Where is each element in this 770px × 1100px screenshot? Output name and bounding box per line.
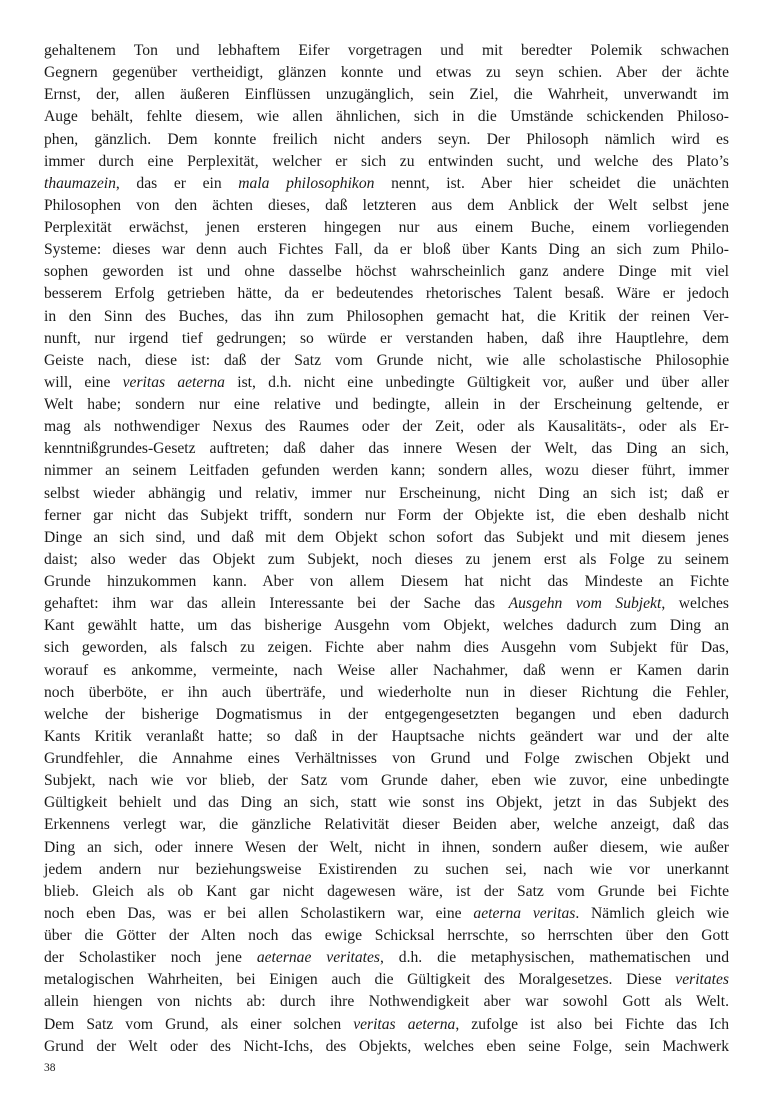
text-segment: allein hiengen von nichts ab: durch ihre Nothwendigkeit aber war sowohl Gott als Welt. — [44, 993, 729, 1011]
text-line — [44, 151, 729, 173]
text-segment: über die Götter der Alten noch das ewige Schicksal herrschte, so herrschten über den Gott — [44, 927, 729, 944]
italic-text-segment: thaumazein — [44, 174, 116, 192]
text-line — [44, 792, 729, 814]
text-line — [44, 239, 729, 261]
text-line — [44, 460, 729, 482]
text-segment: der Scholastiker noch jene — [44, 949, 257, 967]
text-segment: , zufolge ist also bei Fichte das Ich — [455, 1015, 729, 1033]
text-segment: immer durch eine Perplexität, welcher er sich zu entwinden sucht, und welche des Plato’s — [44, 152, 729, 170]
text-line — [44, 682, 729, 704]
text-segment: , d.h. die metaphysischen, mathematischen und — [380, 949, 730, 967]
text-segment: Perplexität erwächst, jenen ersteren hingegen nur aus einem Buche, einem vorliegenden — [44, 219, 729, 236]
text-segment: Kant gewählt hatte, um das bisherige Ausgehn vom Objekt, welches dadurch zum Ding an — [44, 617, 729, 635]
text-line — [44, 505, 729, 527]
text-segment: Welt habe; sondern nur eine relative und bedingte, allein in der Erscheinung geltende, er — [44, 396, 729, 413]
text-line — [44, 438, 729, 460]
text-line — [44, 261, 729, 283]
text-segment: Ding an sich, oder innere Wesen der Welt, nicht in ihnen, sondern außer diesem, wie außer — [44, 838, 729, 856]
italic-text-segment: aeternae veritates — [256, 949, 380, 967]
text-segment: Dem Satz vom Grund, als einer solchen — [44, 1015, 354, 1033]
text-segment: , welches — [661, 595, 729, 613]
text-segment: Gegnern gegenüber vertheidigt, glänzen konnte und etwas zu seyn schien. Aber der ächte — [44, 64, 729, 82]
text-line — [44, 416, 729, 438]
text-line — [44, 195, 729, 217]
text-segment: will, eine — [44, 373, 123, 391]
text-segment: Grundfehler, die Annahme eines Verhältnisses von Grund und Folge zwischen Objekt und — [44, 750, 729, 767]
page-number: 38 — [44, 1062, 56, 1074]
text-segment: Grunde hinzukommen kann. Aber von allem Diesem hat nicht das Mindeste an Fichte — [44, 573, 729, 590]
text-segment: jedem andern nur beziehungsweise Existirenden zu suchen sei, nach wie vor unerkannt — [44, 860, 729, 878]
text-line — [44, 925, 729, 947]
text-line — [44, 859, 729, 881]
text-line — [44, 748, 729, 770]
text-line — [44, 947, 729, 969]
text-line — [44, 129, 729, 151]
text-line — [44, 549, 729, 571]
text-line — [44, 1036, 729, 1058]
text-segment: noch überböte, er ihn auch überträfe, und wiederholte nun in dieser Richtung die Fehler, — [44, 683, 729, 701]
text-segment: nennt, ist. Aber hier scheidet die unächten — [374, 174, 729, 192]
text-line — [44, 881, 729, 903]
text-line — [44, 350, 729, 372]
text-line — [44, 483, 729, 505]
text-segment: Ernst, der, allen äußeren Einflüssen unzugänglich, sein Ziel, die Wahrheit, unverwandt im — [44, 86, 729, 104]
italic-text-segment: aeterna veritas — [473, 904, 576, 922]
text-segment: , das er ein — [115, 174, 239, 192]
text-segment: ferner gar nicht das Subjekt trifft, sondern nur Form der Objekte ist, die eben deshalb nicht — [44, 506, 729, 524]
text-segment: noch eben Das, was er bei allen Scholastikern war, eine — [44, 904, 474, 922]
text-segment: worauf es ankomme, vermeinte, nach Weise aller Nachahmer, daß wenn er Kamen darin — [44, 661, 729, 679]
text-line — [44, 1014, 729, 1036]
text-segment: Auge behält, fehlte diesem, wie allen ähnlichen, sich in die Umstände schickenden Philoso- — [44, 108, 729, 126]
text-segment: welche der bisherige Dogmatismus in der entgegengesetzten begangen und eben dadurch — [44, 705, 729, 723]
text-segment: phen, gänzlich. Dem konnte freilich nicht anders seyn. Der Philosoph nämlich wird es — [44, 130, 729, 148]
text-line — [44, 173, 729, 195]
text-line — [44, 283, 729, 305]
text-segment: Philosophen von den ächten dieses, daß letzteren aus dem Anblick der Welt selbst jene — [44, 196, 729, 214]
text-line — [44, 106, 729, 128]
text-line — [44, 991, 729, 1013]
text-segment: in den Sinn des Buches, das ihn zum Philosophen gemacht hat, die Kritik der reinen Ver- — [44, 307, 729, 325]
text-segment: daist; also weder das Objekt zum Subjekt, noch dieses zu jenem erst als Folge zu seinem — [44, 550, 729, 568]
text-segment: blieb. Gleich als ob Kant gar nicht dagewesen wäre, ist der Satz vom Grunde bei Fichte — [44, 882, 729, 900]
text-line — [44, 814, 729, 836]
text-line — [44, 306, 729, 328]
text-segment: nimmer an seinem Leitfaden gefunden werden kann; sondern alles, wozu dieser führt, immer — [44, 462, 729, 480]
text-segment: sich geworden, als falsch zu zeigen. Fichte aber nahm dies Ausgehn vom Subjekt für Das, — [44, 639, 729, 657]
text-line — [44, 770, 729, 792]
text-line — [44, 903, 729, 925]
text-segment: gehaltenem Ton und lebhaftem Eifer vorgetragen und mit beredter Polemik schwachen — [44, 42, 729, 59]
text-line — [44, 394, 729, 416]
text-line — [44, 328, 729, 350]
text-line — [44, 62, 729, 84]
text-segment: Gültigkeit behielt und das Ding an sich, statt wie sonst ins Objekt, jetzt in das Subjekt des — [44, 794, 729, 812]
text-line — [44, 837, 729, 859]
text-segment: sophen geworden ist und ohne dasselbe höchst wahrscheinlich ganz andere Dinge mit viel — [44, 263, 729, 281]
text-segment: Geiste nach, diese ist: daß der Satz vom Grunde nicht, wie alle scholastische Philosophie — [44, 351, 729, 369]
italic-text-segment: veritas aeterna — [122, 373, 225, 391]
text-segment: gehaftet: ihm war das allein Interessante bei der Sache das — [44, 595, 509, 613]
italic-text-segment: veritates — [675, 971, 729, 989]
text-line — [44, 660, 729, 682]
italic-text-segment: mala philosophikon — [238, 174, 375, 192]
text-segment: kenntnißgrundes-Gesetz auftreten; daß daher das innere Wesen der Welt, das Ding an sich, — [44, 440, 729, 458]
text-segment: metalogischen Wahrheiten, bei Einigen auch die Gültigkeit des Moralgesetzes. Diese — [44, 971, 676, 989]
text-segment: mag als nothwendiger Nexus des Raumes oder der Zeit, oder als Kausalitäts-, oder als Er- — [44, 418, 729, 436]
text-segment: Kants Kritik veranlaßt hatte; so daß in der Hauptsache nichts geändert war und der alte — [44, 727, 729, 745]
text-line — [44, 372, 729, 394]
italic-text-segment: Ausgehn vom Subjekt — [508, 595, 662, 613]
text-segment: Systeme: dieses war denn auch Fichtes Fall, da er bloß über Kants Ding an sich zum Philo- — [44, 241, 729, 259]
text-line — [44, 615, 729, 637]
text-line — [44, 84, 729, 106]
text-line — [44, 593, 729, 615]
text-segment: selbst wieder abhängig und relativ, immer nur Erscheinung, nicht Ding an sich ist; daß er — [44, 484, 729, 502]
text-segment: Dinge an sich sind, und daß mit dem Objekt schon sofort das Subjekt und mit diesem jenes — [44, 528, 729, 546]
italic-text-segment: veritas aeterna — [353, 1015, 456, 1033]
text-line — [44, 726, 729, 748]
text-segment: besserem Erfolg getrieben hätte, da er bedeutendes rhetorisches Talent besaß. Wäre er jedoch — [44, 285, 729, 303]
text-line — [44, 969, 729, 991]
text-segment: Erkennens verlegt war, die gänzliche Relativität dieser Beiden aber, welche anzeigt, daß das — [44, 816, 729, 834]
text-line — [44, 571, 729, 593]
text-line — [44, 637, 729, 659]
text-segment: Grund der Welt oder des Nicht-Ichs, des Objekts, welches eben seine Folge, sein Machwerk — [44, 1037, 729, 1055]
body-text — [44, 40, 729, 1058]
text-segment: nunft, nur irgend tief gedrungen; so würde er verstanden haben, daß ihre Hauptlehre, dem — [44, 329, 729, 347]
text-segment: Subjekt, nach wie vor blieb, der Satz vom Grunde daher, eben wie zuvor, eine unbedingte — [44, 772, 729, 790]
text-segment: ist, d.h. nicht eine unbedingte Gültigkeit vor, außer und über aller — [224, 373, 729, 391]
text-line — [44, 704, 729, 726]
text-line — [44, 217, 729, 239]
text-line — [44, 40, 729, 62]
text-line — [44, 527, 729, 549]
text-segment: . Nämlich gleich wie — [575, 904, 730, 922]
